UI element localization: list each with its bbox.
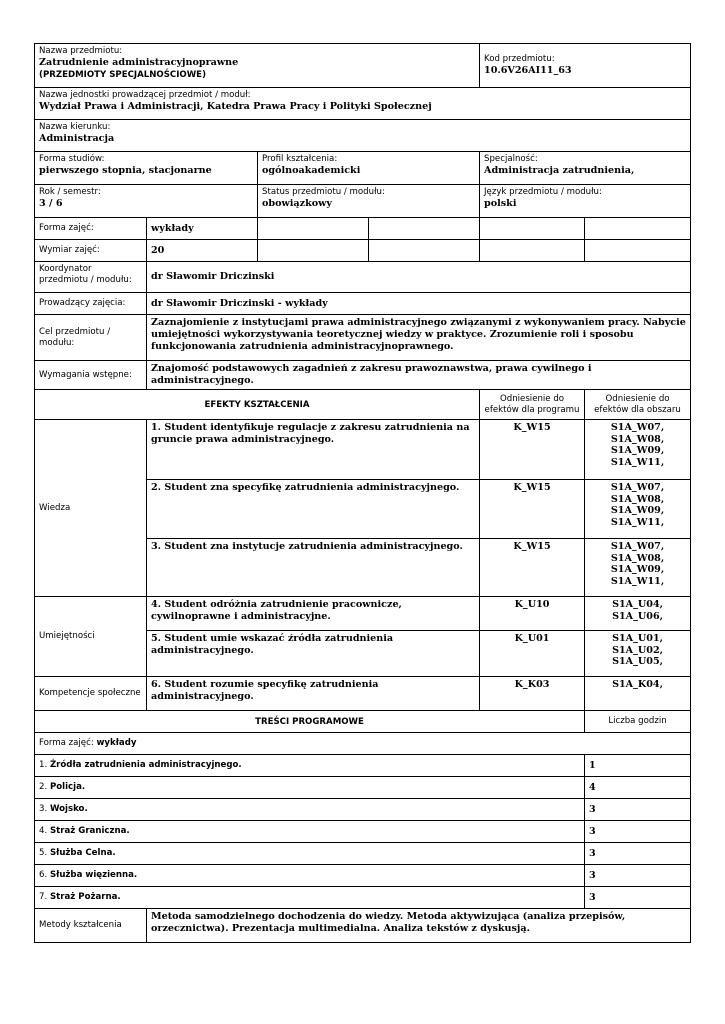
req-label: Wymagania wstępne: bbox=[35, 361, 147, 390]
topic-cell bbox=[35, 865, 585, 887]
topic-number: 4. bbox=[39, 826, 48, 836]
lecturer-value: dr Sławomir Driczinski - wykłady bbox=[147, 293, 691, 315]
row-subject bbox=[35, 44, 691, 88]
topic-cell bbox=[35, 821, 585, 843]
area-ref: S1A_U01, bbox=[612, 633, 663, 644]
topic-cell bbox=[35, 777, 585, 799]
row-effects-header bbox=[35, 390, 691, 420]
spec-value: Administracja zatrudnienia, bbox=[484, 165, 635, 176]
area-ref: S1A_U02, bbox=[612, 644, 663, 656]
topic-hours: 1 bbox=[585, 755, 691, 777]
effect-text: 6. Student rozumie specyfikę zatrudnienia administracyjnego. bbox=[147, 677, 480, 711]
year-value: 3 / 6 bbox=[39, 198, 63, 209]
effect-program-ref: K_U01 bbox=[480, 631, 585, 677]
effect-group-skills: Umiejętności bbox=[35, 597, 147, 677]
area-ref: S1A_U05, bbox=[612, 656, 663, 668]
topic-text: Policja. bbox=[49, 782, 86, 792]
status-cell bbox=[258, 185, 480, 218]
empty-cell bbox=[480, 218, 585, 240]
effects-title: EFEKTY KSZTAŁCENIA bbox=[35, 390, 480, 420]
profile-value: ogólnoakademicki bbox=[262, 165, 361, 176]
empty-cell bbox=[585, 218, 691, 240]
subject-label: Nazwa przedmiotu: bbox=[39, 46, 123, 56]
area-ref: S1A_U06, bbox=[612, 610, 663, 622]
unit-value: Wydział Prawa i Administracji, Katedra Prawa Pracy i Polityki Społecznej bbox=[39, 101, 432, 112]
unit-label: Nazwa jednostki prowadzącej przedmiot / moduł: bbox=[39, 90, 251, 100]
topic-hours: 3 bbox=[585, 821, 691, 843]
area-ref: S1A_W07, bbox=[610, 422, 665, 433]
effect-row bbox=[35, 597, 691, 631]
year-cell bbox=[35, 185, 258, 218]
form-value: pierwszego stopnia, stacjonarne bbox=[39, 165, 212, 176]
effect-text: 1. Student identyfikuje regulacje z zakresu zatrudnienia na gruncie prawa administracyjnego. bbox=[147, 420, 480, 480]
content-hours-col: Liczba godzin bbox=[585, 711, 691, 733]
empty-cell bbox=[480, 240, 585, 262]
lang-cell bbox=[480, 185, 691, 218]
goal-value: Zaznajomienie z instytucjami prawa administracyjnego związanymi z wykonywaniem pracy. Nabycie umiejętności wykorzystywania teoretycznej wiedzy w praktyce. Zrozumienie roli i sposobu funkcjonowania zatrudnienia administracyjnoprawnego. bbox=[147, 315, 691, 361]
content-form-value: wykłady bbox=[96, 738, 137, 748]
row-content-form bbox=[35, 733, 691, 755]
effect-program-ref: K_W15 bbox=[480, 480, 585, 539]
effects-col-program: Odniesienie do efektów dla programu bbox=[480, 390, 585, 420]
row-coordinator bbox=[35, 262, 691, 293]
empty-cell bbox=[258, 240, 369, 262]
area-ref: S1A_W07, bbox=[610, 482, 665, 493]
effects-col-area: Odniesienie do efektów dla obszaru bbox=[585, 390, 691, 420]
effect-group-social: Kompetencje społeczne bbox=[35, 677, 147, 711]
area-ref: S1A_W08, bbox=[610, 493, 665, 505]
topic-text: Straż Pożarna. bbox=[49, 892, 121, 902]
class-form-label: Forma zajęć: bbox=[35, 218, 147, 240]
empty-cell bbox=[369, 240, 480, 262]
topic-row bbox=[35, 865, 691, 887]
area-ref: S1A_W11, bbox=[610, 516, 665, 528]
effect-program-ref: K_K03 bbox=[480, 677, 585, 711]
topic-row bbox=[35, 887, 691, 909]
hours-value: 20 bbox=[147, 240, 258, 262]
effect-text: 5. Student umie wskazać źródła zatrudnienia administracyjnego. bbox=[147, 631, 480, 677]
topic-text: Wojsko. bbox=[49, 804, 88, 814]
form-label: Forma studiów: bbox=[39, 154, 105, 164]
spec-label: Specjalność: bbox=[484, 154, 538, 164]
subject-cell bbox=[35, 44, 480, 88]
year-label: Rok / semestr: bbox=[39, 187, 101, 197]
methods-value: Metoda samodzielnego dochodzenia do wiedzy. Metoda aktywizująca (analiza przepisów, orzecznictwa). Prezentacja multimedialna. Analiza tekstów z dyskusją. bbox=[147, 909, 691, 943]
spec-cell bbox=[480, 152, 691, 185]
subject-group-close: ) bbox=[202, 70, 206, 80]
subject-name: Zatrudnienie administracyjnoprawne bbox=[39, 57, 239, 68]
row-goal bbox=[35, 315, 691, 361]
area-ref: S1A_W09, bbox=[610, 445, 665, 457]
area-ref: S1A_W08, bbox=[610, 433, 665, 445]
effect-area-refs bbox=[585, 420, 691, 480]
row-form bbox=[35, 152, 691, 185]
effect-area-refs bbox=[585, 631, 691, 677]
empty-cell bbox=[369, 218, 480, 240]
topic-cell bbox=[35, 843, 585, 865]
row-year bbox=[35, 185, 691, 218]
area-ref: S1A_W11, bbox=[610, 575, 665, 587]
content-form-prefix: Forma zajęć: bbox=[39, 738, 97, 748]
topic-text: Straż Graniczna. bbox=[49, 826, 130, 836]
unit-cell bbox=[35, 88, 691, 120]
profile-label: Profil kształcenia: bbox=[262, 154, 338, 164]
row-lecturer bbox=[35, 293, 691, 315]
effect-row bbox=[35, 420, 691, 480]
row-field bbox=[35, 120, 691, 152]
topic-number: 3. bbox=[39, 804, 48, 814]
area-ref: S1A_W09, bbox=[610, 564, 665, 576]
goal-label: Cel przedmiotu / modułu: bbox=[35, 315, 147, 361]
topic-number: 5. bbox=[39, 848, 48, 858]
effect-area-refs bbox=[585, 480, 691, 539]
hours-label: Wymiar zajęć: bbox=[35, 240, 147, 262]
area-ref: S1A_W08, bbox=[610, 552, 665, 564]
lang-label: Język przedmiotu / modułu: bbox=[484, 187, 602, 197]
coord-label: Koordynator przedmiotu / modułu: bbox=[35, 262, 147, 293]
code-cell bbox=[480, 44, 691, 88]
effect-row bbox=[35, 677, 691, 711]
empty-cell bbox=[585, 240, 691, 262]
row-methods bbox=[35, 909, 691, 943]
row-requirements bbox=[35, 361, 691, 390]
effect-program-ref: K_W15 bbox=[480, 420, 585, 480]
topic-hours: 4 bbox=[585, 777, 691, 799]
lang-value: polski bbox=[484, 198, 517, 209]
empty-cell bbox=[258, 218, 369, 240]
effect-program-ref: K_U10 bbox=[480, 597, 585, 631]
area-ref: S1A_U04, bbox=[612, 599, 663, 610]
code-value: 10.6V26AI11_63 bbox=[484, 65, 572, 76]
subject-group-open: ( bbox=[39, 70, 43, 80]
row-content-header bbox=[35, 711, 691, 733]
area-ref: S1A_K04, bbox=[612, 679, 663, 690]
topic-number: 2. bbox=[39, 782, 48, 792]
field-value: Administracja bbox=[39, 133, 115, 144]
row-class-form bbox=[35, 218, 691, 240]
effect-program-ref: K_W15 bbox=[480, 539, 585, 597]
topic-hours: 3 bbox=[585, 843, 691, 865]
topic-cell bbox=[35, 755, 585, 777]
topic-hours: 3 bbox=[585, 887, 691, 909]
topic-row bbox=[35, 755, 691, 777]
effect-text: 3. Student zna instytucje zatrudnienia administracyjnego. bbox=[147, 539, 480, 597]
effect-text: 2. Student zna specyfikę zatrudnienia administracyjnego. bbox=[147, 480, 480, 539]
row-hours bbox=[35, 240, 691, 262]
coord-value: dr Sławomir Driczinski bbox=[147, 262, 691, 293]
topic-text: Służba więzienna. bbox=[49, 870, 138, 880]
methods-label: Metody kształcenia bbox=[35, 909, 147, 943]
lecturer-label: Prowadzący zajęcia: bbox=[35, 293, 147, 315]
topic-text: Źródła zatrudnienia administracyjnego. bbox=[49, 760, 242, 770]
profile-cell bbox=[258, 152, 480, 185]
topic-number: 6. bbox=[39, 870, 48, 880]
topic-text: Służba Celna. bbox=[49, 848, 116, 858]
class-form-value: wykłady bbox=[147, 218, 258, 240]
subject-group-text: PRZEDMIOTY SPECJALNOŚCIOWE bbox=[42, 70, 203, 80]
effect-text: 4. Student odróżnia zatrudnienie pracownicze, cywilnoprawne i administracyjne. bbox=[147, 597, 480, 631]
row-unit bbox=[35, 88, 691, 120]
topic-hours: 3 bbox=[585, 865, 691, 887]
area-ref: S1A_W11, bbox=[610, 456, 665, 468]
topic-cell bbox=[35, 799, 585, 821]
req-value: Znajomość podstawowych zagadnień z zakresu prawoznawstwa, prawa cywilnego i administracyjnego. bbox=[147, 361, 691, 390]
code-label: Kod przedmiotu: bbox=[484, 54, 555, 64]
form-cell bbox=[35, 152, 258, 185]
syllabus-sheet bbox=[34, 43, 690, 943]
topic-number: 7. bbox=[39, 892, 48, 902]
topic-row bbox=[35, 821, 691, 843]
topic-row bbox=[35, 843, 691, 865]
status-label: Status przedmiotu / modułu: bbox=[262, 187, 385, 197]
topic-cell bbox=[35, 887, 585, 909]
topic-row bbox=[35, 777, 691, 799]
area-ref: S1A_W07, bbox=[610, 541, 665, 552]
syllabus-table bbox=[34, 43, 691, 943]
topic-row bbox=[35, 799, 691, 821]
topic-number: 1. bbox=[39, 760, 48, 770]
topic-hours: 3 bbox=[585, 799, 691, 821]
effect-group-knowledge: Wiedza bbox=[35, 420, 147, 597]
area-ref: S1A_W09, bbox=[610, 505, 665, 517]
effect-area-refs bbox=[585, 539, 691, 597]
content-title: TREŚCI PROGRAMOWE bbox=[35, 711, 585, 733]
subject-group bbox=[39, 69, 475, 81]
field-label: Nazwa kierunku: bbox=[39, 122, 111, 132]
effect-area-refs bbox=[585, 677, 691, 711]
effect-area-refs bbox=[585, 597, 691, 631]
field-cell bbox=[35, 120, 691, 152]
status-value: obowiązkowy bbox=[262, 198, 332, 209]
content-form bbox=[35, 733, 691, 755]
